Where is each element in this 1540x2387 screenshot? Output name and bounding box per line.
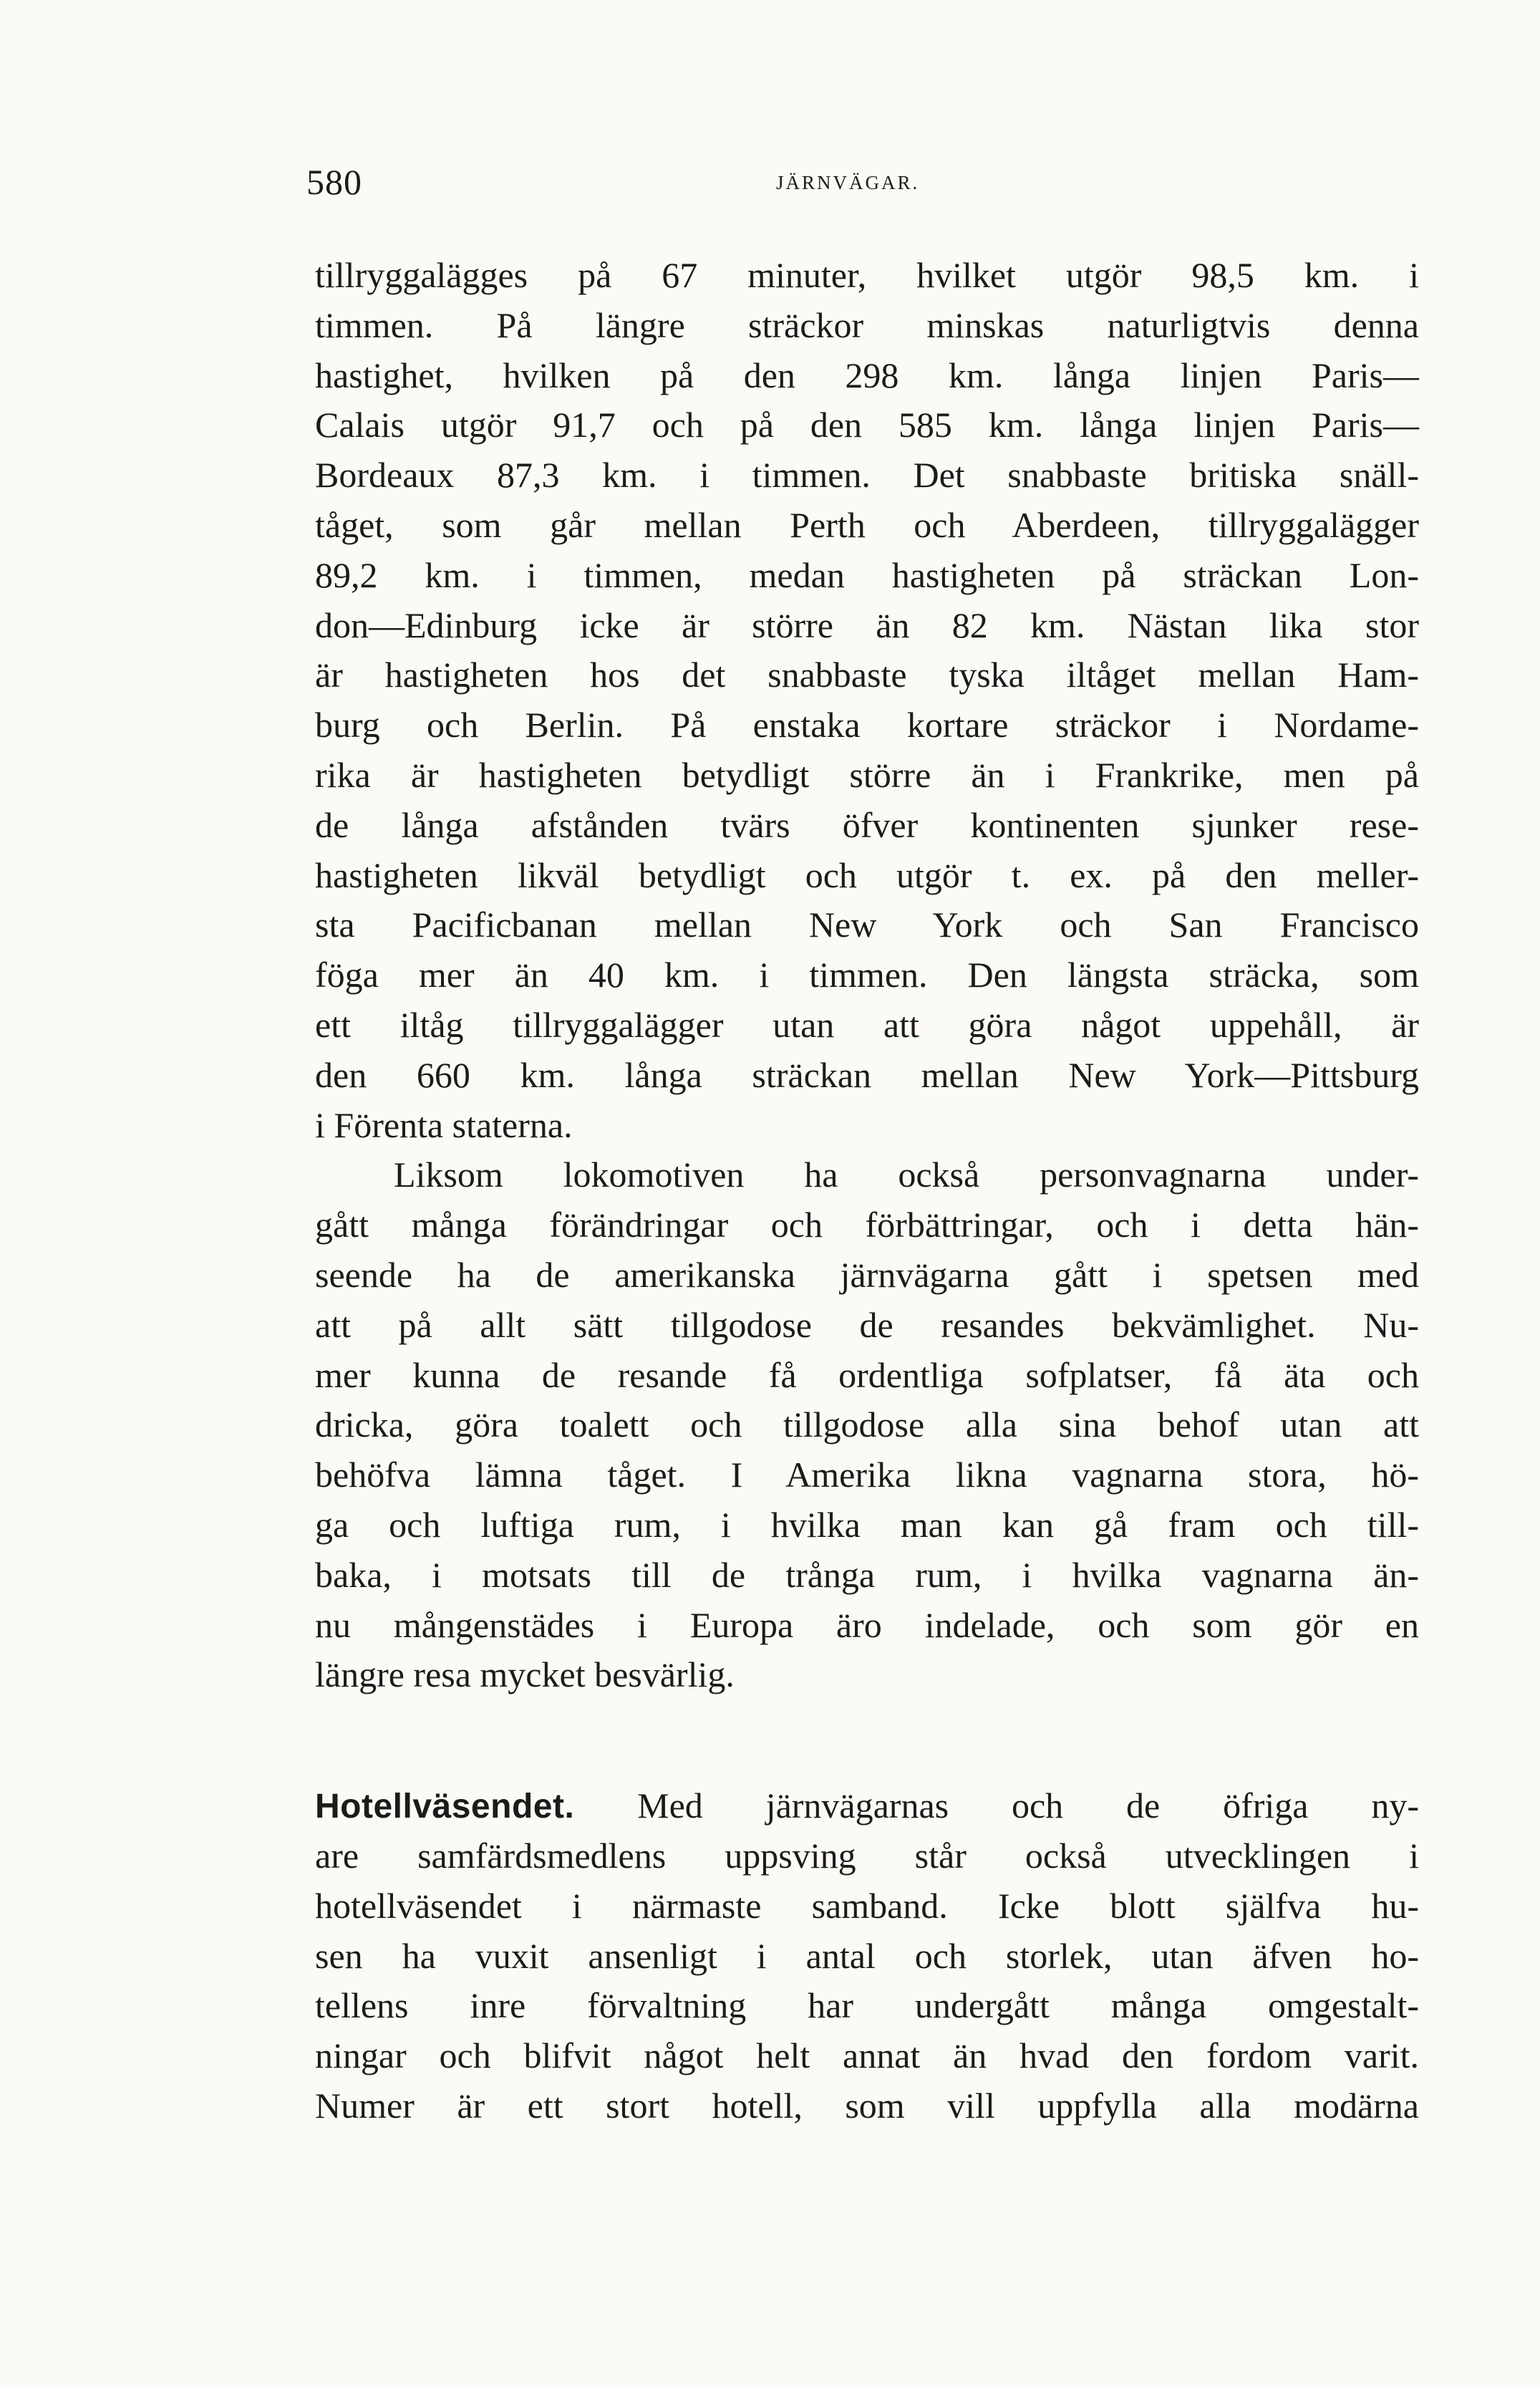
text-line: tåget, som går mellan Perth och Aberdeen, tillryggalägger	[315, 504, 1419, 545]
text-line: ett iltåg tillryggalägger utan att göra något uppehåll, är	[315, 1004, 1419, 1045]
running-title: JÄRNVÄGAR.	[776, 172, 920, 193]
text-line: mer kunna de resande få ordentliga sofplatser, få äta och	[315, 1354, 1419, 1395]
text-line: att på allt sätt tillgodose de resandes bekvämlighet. Nu-	[315, 1304, 1419, 1345]
text-line: gått många förändringar och förbättringar, och i detta hän-	[315, 1205, 1419, 1245]
text-line: Liksom lokomotiven ha också personvagnarna under-	[394, 1154, 1419, 1195]
text-line: timmen. På längre sträckor minskas naturligtvis denna	[315, 304, 1419, 345]
text-line: ningar och blifvit något helt annat än hvad den fordom varit.	[315, 2035, 1419, 2076]
text-line: den 660 km. långa sträckan mellan New York—Pittsburg	[315, 1054, 1419, 1095]
text-line: tellens inre förvaltning har undergått många omgestalt-	[315, 1985, 1419, 2026]
text-line: Numer är ett stort hotell, som vill uppfylla alla modärna	[315, 2085, 1419, 2126]
text-line: i Förenta staterna.	[315, 1104, 573, 1145]
text-line: dricka, göra toalett och tillgodose alla sina behof utan att	[315, 1404, 1419, 1445]
text-line: behöfva lämna tåget. I Amerika likna vagnarna stora, hö-	[315, 1455, 1419, 1495]
text-line: föga mer än 40 km. i timmen. Den längsta sträcka, som	[315, 955, 1419, 995]
text-line: Calais utgör 91,7 och på den 585 km. långa linjen Paris—	[315, 405, 1419, 445]
body-text	[315, 251, 1419, 2131]
text-line: 89,2 km. i timmen, medan hastigheten på sträckan Lon-	[315, 554, 1419, 595]
text-line: rika är hastigheten betydligt större än i Frankrike, men på	[315, 754, 1419, 795]
text-line: är hastigheten hos det snabbaste tyska iltåget mellan Ham-	[315, 655, 1419, 695]
paragraph-2	[315, 1150, 1419, 1700]
text-line: baka, i motsats till de trånga rum, i hvilka vagnarna än-	[315, 1554, 1419, 1595]
text-line: nu mångenstädes i Europa äro indelade, och som gör en	[315, 1604, 1419, 1645]
section-first-line	[315, 1781, 1419, 1831]
text-line: don—Edinburg icke är större än 82 km. Nästan lika stor	[315, 604, 1419, 645]
section-first-line-text: Med järnvägarnas och de öfriga ny-	[574, 1785, 1419, 1826]
text-line: burg och Berlin. På enstaka kortare sträckor i Nordame-	[315, 705, 1419, 746]
text-line: hastighet, hvilken på den 298 km. långa linjen Paris—	[315, 355, 1419, 395]
section-heading: Hotellväsendet.	[315, 1788, 575, 1826]
paragraph-1	[315, 251, 1419, 1150]
text-line: hotellväsendet i närmaste samband. Icke blott själfva hu-	[315, 1885, 1419, 1926]
text-line: ga och luftiga rum, i hvilka man kan gå fram och till-	[315, 1504, 1419, 1545]
section-gap	[315, 1700, 1419, 1781]
text-line: tillryggalägges på 67 minuter, hvilket utgör 98,5 km. i	[315, 255, 1419, 295]
text-line: längre resa mycket besvärlig.	[315, 1654, 735, 1695]
text-line: Bordeaux 87,3 km. i timmen. Det snabbaste britiska snäll-	[315, 455, 1419, 496]
text-line: sta Pacificbanan mellan New York och San Francisco	[315, 905, 1419, 945]
text-line: are samfärdsmedlens uppsving står också utvecklingen i	[315, 1835, 1419, 1876]
text-line: seende ha de amerikanska järnvägarna gått i spetsen med	[315, 1254, 1419, 1295]
running-head	[306, 160, 1423, 203]
section-hotellvasendet	[315, 1781, 1419, 2131]
text-line: hastigheten likväl betydligt och utgör t. ex. på den meller-	[315, 854, 1419, 895]
text-line: sen ha vuxit ansenligt i antal och storlek, utan äfven ho-	[315, 1935, 1419, 1976]
text-line: de långa afstånden tvärs öfver kontinenten sjunker rese-	[315, 804, 1419, 845]
page-number: 580	[306, 162, 362, 202]
